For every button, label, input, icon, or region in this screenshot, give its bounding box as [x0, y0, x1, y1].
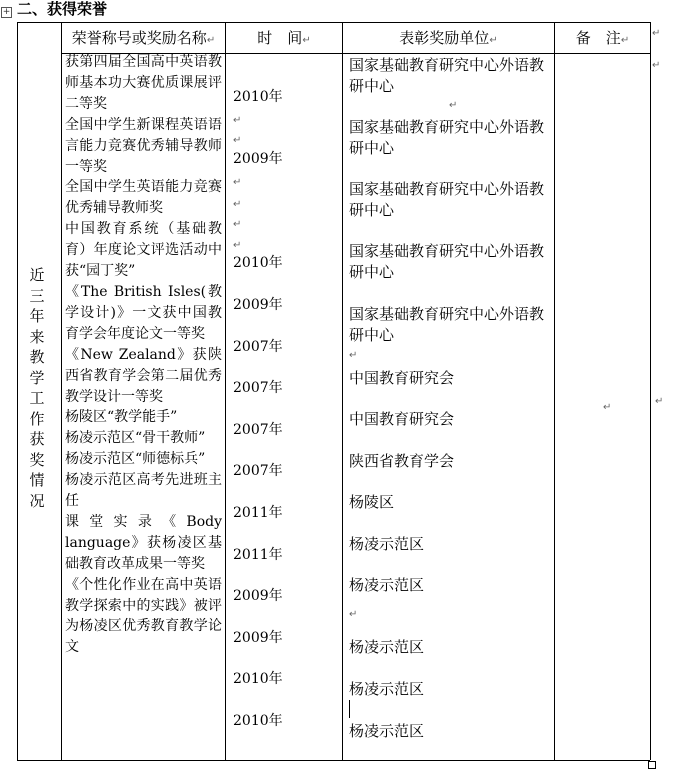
year-cell: 2010年: [233, 255, 283, 271]
award-item: 杨陵区“教学能手”: [65, 409, 178, 426]
award-item: 杨凌示范区高考先进班主任: [65, 472, 222, 510]
year-cell: 2007年: [233, 422, 283, 438]
year-cell: 2009年: [233, 588, 283, 604]
year-cell: 2011年: [233, 505, 283, 521]
unit-cell: 杨凌示范区: [349, 535, 425, 553]
row-label: 近 三 年 来 教 学 工 作 获 奖 情 况: [29, 266, 45, 510]
header-unit: 表彰奖励单位↵: [399, 29, 498, 47]
award-item: 课堂实录《Body language》获杨凌区基础教育改革成果一等奖: [65, 513, 222, 572]
award-item: 《个性化作业在高中英语教学探索中的实践》被评为杨凌区优秀教育教学论文: [65, 576, 222, 656]
col-divider-3: [342, 22, 343, 760]
year-cell: 2007年: [233, 463, 283, 479]
header-time: 时 间↵: [257, 29, 311, 47]
award-item: 杨凌示范区“师德标兵”: [65, 451, 206, 468]
table-left-border: [17, 22, 18, 760]
year-cell: 2011年: [233, 547, 283, 563]
award-item: 中国教育系统（基础教育）年度论文评选活动中获“园丁奖”: [65, 221, 222, 280]
unit-cell: 杨凌示范区: [349, 722, 425, 740]
year-cell: 2009年: [233, 630, 283, 646]
unit-cell: 国家基础教育研究中心外语教研中心: [349, 56, 545, 95]
table-right-border: [650, 22, 651, 760]
table-anchor-icon[interactable]: +: [2, 7, 11, 17]
header-note: 备 注↵: [575, 29, 630, 47]
year-cell: 2010年: [233, 713, 283, 729]
unit-cell: 杨凌示范区: [349, 638, 425, 656]
text-cursor: [349, 700, 350, 718]
table-resize-handle[interactable]: [648, 761, 656, 769]
award-item: 杨凌示范区“骨干教师”: [65, 430, 206, 447]
unit-cell: 杨凌示范区: [349, 680, 425, 698]
year-cell: 2009年: [233, 151, 283, 167]
year-cell: 2007年: [233, 339, 283, 355]
award-list: [65, 52, 222, 658]
unit-cell: 陕西省教育学会: [349, 452, 455, 470]
year-cell: 2009年: [233, 297, 283, 313]
col-divider-1: [61, 22, 62, 760]
header-name: 荣誉称号或奖励名称↵: [71, 29, 216, 47]
unit-cell: 杨陵区: [349, 493, 395, 511]
unit-cell: 国家基础教育研究中心外语教研中心: [349, 118, 545, 157]
col-divider-4: [554, 22, 555, 760]
year-cell: 2007年: [233, 380, 283, 396]
table-bottom-border: [17, 760, 650, 761]
year-cell: 2010年: [233, 89, 283, 105]
unit-cell: 国家基础教育研究中心外语教研中心: [349, 305, 545, 344]
award-item: 全国中学生新课程英语语言能力竞赛优秀辅导教师一等奖: [65, 116, 222, 175]
col-divider-2: [225, 22, 226, 760]
award-item: 《The British Isles(教学设计)》一文获中国教育学会年度论文一等奖: [65, 283, 222, 342]
award-item: 《New Zealand》获陕西省教育学会第二届优秀教学设计一等奖: [65, 346, 222, 405]
unit-cell: 国家基础教育研究中心外语教研中心: [349, 180, 545, 219]
section-heading: 二、获得荣誉: [17, 0, 108, 18]
unit-cell: 中国教育研究会: [349, 410, 455, 428]
year-cell: 2010年: [233, 671, 283, 687]
award-item: 获第四届全国高中英语教师基本功大赛优质课展评二等奖: [65, 54, 222, 112]
unit-cell: 杨凌示范区: [349, 576, 425, 594]
unit-cell: 中国教育研究会: [349, 369, 455, 387]
unit-cell: 国家基础教育研究中心外语教研中心: [349, 242, 545, 281]
award-item: 全国中学生英语能力竞赛优秀辅导教师奖: [65, 179, 222, 217]
